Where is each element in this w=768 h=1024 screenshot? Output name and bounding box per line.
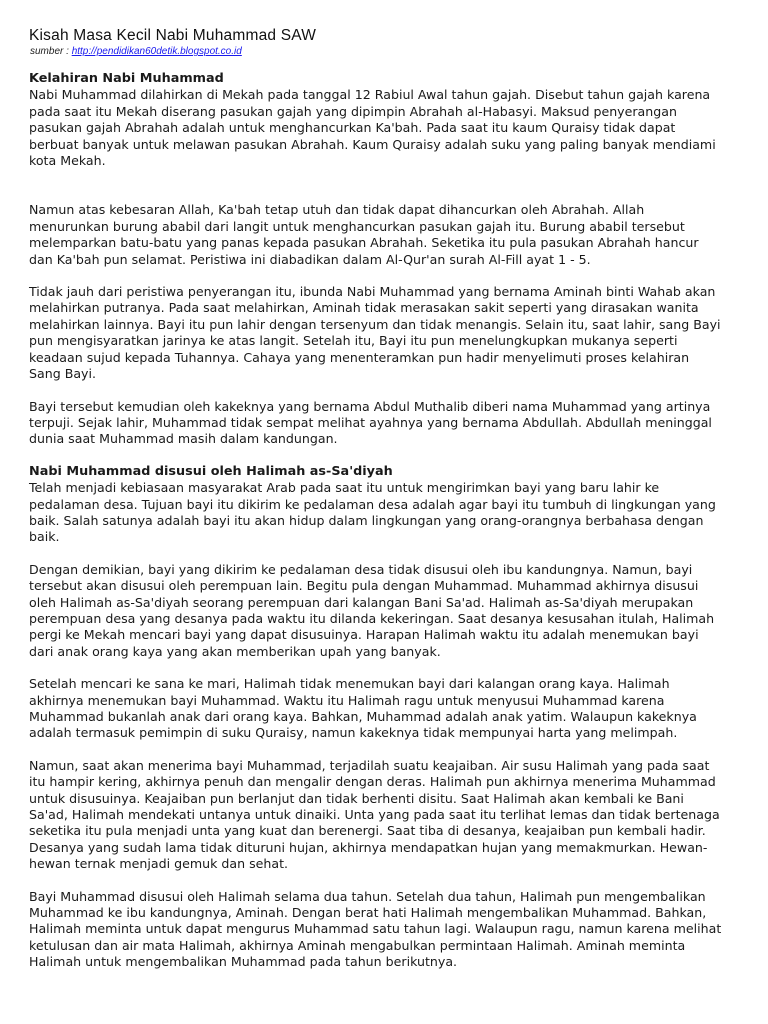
paragraph: Namun, saat akan menerima bayi Muhammad, terjadilah suatu keajaiban. Air susu Halimah yang pada saat itu hampir kering, akhirnya penuh dan mengalir dengan deras. Halimah pun akhirnya menerima Muhammad untuk disusuinya. Keajaiban pun berlanjut dan tidak berhenti disitu. Saat Halimah akan kembali ke Bani Sa'ad, Halimah mendekati untanya untuk dinaiki. Unta yang pada saat itu terlihat lemas dan tidak bertenaga seketika itu pula menjadi unta yang kuat dan berenergi. Saat tiba di desanya, keajaiban pun kembali hadir. Desanya yang sudah lama tidak dituruni hujan, akhirnya mendapatkan hujan yang memakmurkan. Hewan- hewan ternak menjadi gemuk dan sehat.	[29, 757, 720, 872]
source-line	[30, 45, 741, 58]
paragraph: Dengan demikian, bayi yang dikirim ke pedalaman desa tidak disusui oleh ibu kandungnya. Namun, bayi tersebut akan disusui oleh perempuan lain. Begitu pula dengan Muhammad. Muhammad akhirnya disusui oleh Halimah as-Sa'diyah seorang perempuan dari kalangan Bani Sa'ad. Halimah as-Sa'diyah merupakan perempuan desa yang desanya pada waktu itu dilanda kekeringan. Saat desanya kesusahan itulah, Halimah pergi ke Mekah mencari bayi yang dapat disusuinya. Harapan Halimah waktu itu adalah menemukan bayi dari anak orang kaya yang akan memberikan upah yang banyak.	[29, 561, 715, 659]
paragraph: Nabi Muhammad dilahirkan di Mekah pada tanggal 12 Rabiul Awal tahun gajah. Disebut tahun gajah karena pada saat itu Mekah diserang pasukan gajah yang dipimpin Abrahah al-Habasyi. Maksud penyerangan pasukan gajah Abrahah adalah untuk menghancurkan Ka'bah. Pada saat itu kaum Quraisy tidak dapat berbuat banyak untuk melawan pasukan Abrahah. Kaum Quraisy adalah suku yang paling banyak mendiami kota Mekah.	[29, 87, 716, 169]
source-link[interactable]: http://pendidikan60detik.blogspot.co.id	[71, 46, 242, 57]
source-label: sumber :	[30, 46, 69, 57]
paragraph: Bayi tersebut kemudian oleh kakeknya yang bernama Abdul Muthalib diberi nama Muhammad yang artinya terpuji. Sejak lahir, Muhammad tidak sempat melihat ayahnya yang bernama Abdullah. Abdullah meninggal dunia saat Muhammad masih dalam kandungan.	[29, 398, 712, 447]
paragraph: Namun atas kebesaran Allah, Ka'bah tetap utuh dan tidak dapat dihancurkan oleh Abrahah. Allah menurunkan burung ababil dari langit untuk menghancurkan pasukan gajah itu. Burung ababil tersebut melemparkan batu-batu yang panas kepada pasukan Abrahah. Seketika itu pula pasukan Abrahah hancur dan Ka'bah pun selamat. Peristiwa ini diabadikan dalam Al-Qur'an surah Al-Fill ayat 1 - 5.	[29, 202, 699, 267]
paragraph: Bayi Muhammad disusui oleh Halimah selama dua tahun. Setelah dua tahun, Halimah pun mengembalikan Muhammad ke ibu kandungnya, Aminah. Dengan berat hati Halimah mengembalikan Muhammad. Bahkan, Halimah meminta untuk dapat mengurus Muhammad satu tahun lagi. Walaupun ragu, namun karena melihat ketulusan dan air mata Halimah, akhirnya Aminah mengabulkan permintaan Halimah. Aminah meminta Halimah untuk mengembalikan Muhammad pada tahun berikutnya.	[29, 888, 722, 970]
page-title: Kisah Masa Kecil Nabi Muhammad SAW	[29, 27, 317, 44]
paragraph: Setelah mencari ke sana ke mari, Halimah tidak menemukan bayi dari kalangan orang kaya. Halimah akhirnya menemukan bayi Muhammad. Waktu itu Halimah ragu untuk menyusui Muhammad karena Muhammad bukanlah anak dari orang kaya. Bahkan, Muhammad adalah anak yatim. Walaupun kakeknya adalah termasuk pemimpin di suku Quraisy, namun kakeknya tidak mempunyai harta yang melimpah.	[29, 676, 697, 741]
section-heading-birth: Kelahiran Nabi Muhammad	[29, 71, 224, 86]
document-page	[29, 26, 741, 971]
paragraph: Telah menjadi kebiasaan masyarakat Arab pada saat itu untuk mengirimkan bayi yang baru lahir ke pedalaman desa. Tujuan bayi itu dikirim ke pedalaman desa adalah agar bayi itu tumbuh di lingkungan yang baik. Salah satunya adalah bayi itu akan hidup dalam lingkungan yang orang-orangnya berbahasa dengan baik.	[29, 480, 716, 545]
paragraph: Tidak jauh dari peristiwa penyerangan itu, ibunda Nabi Muhammad yang bernama Aminah binti Wahab akan melahirkan putranya. Pada saat melahirkan, Aminah tidak merasakan sakit seperti yang dirasakan wanita melahirkan lainnya. Bayi itu pun lahir dengan tersenyum dan tidak menangis. Selain itu, saat lahir, sang Bayi pun mengisyaratkan jarinya ke atas langit. Setelah itu, Bayi itu pun menelungkupkan mukanya seperti keadaan sujud kepada Tuhannya. Cahaya yang menenteramkan pun hadir menyelimuti proses kelahiran Sang Bayi.	[29, 284, 721, 382]
section-heading-halimah: Nabi Muhammad disusui oleh Halimah as-Sa'diyah	[29, 463, 393, 479]
article-body	[29, 71, 741, 971]
